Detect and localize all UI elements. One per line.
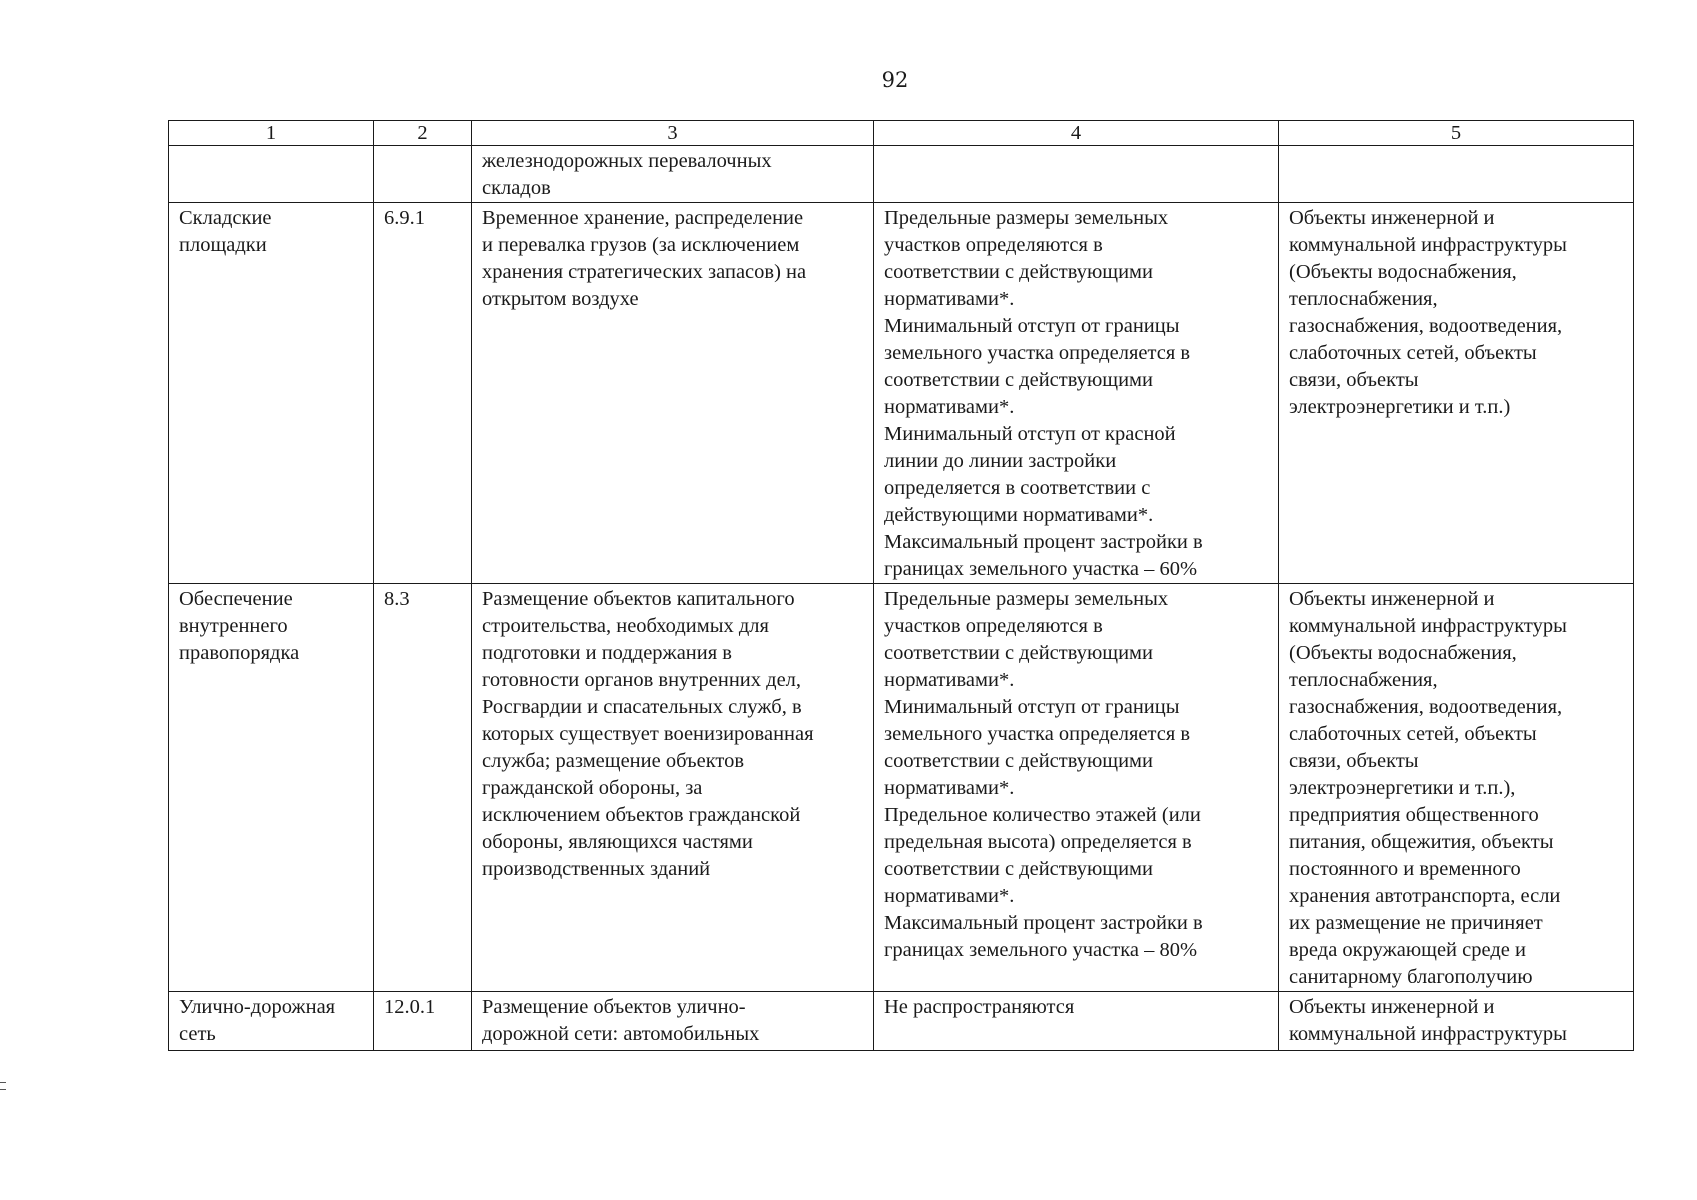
header-col-5: 5	[1279, 121, 1634, 146]
use-type-cell: Улично-дорожная сеть	[169, 992, 374, 1051]
header-col-1: 1	[169, 121, 374, 146]
header-col-4: 4	[874, 121, 1279, 146]
auxiliary-uses-cell: Объекты инженерной и коммунальной инфраструктуры	[1279, 992, 1634, 1051]
table-row	[169, 992, 1634, 1051]
code-cell: 12.0.1	[374, 992, 472, 1051]
parameters-cell	[874, 146, 1279, 203]
table-row	[169, 203, 1634, 584]
description-cell: Размещение объектов капитального строительства, необходимых для подготовки и поддержания в готовности органов внутренних дел, Росгвардии и спасательных служб, в которых существует военизированная служба; размещение объектов гражданской обороны, за исключением объектов гражданской обороны, являющихся частями производственных зданий	[472, 584, 874, 992]
use-type-cell	[169, 146, 374, 203]
use-type-cell: Обеспечение внутреннего правопорядка	[169, 584, 374, 992]
auxiliary-uses-cell: Объекты инженерной и коммунальной инфраструктуры (Объекты водоснабжения, теплоснабжения, газоснабжения, водоотведения, слаботочных сетей, объекты связи, объекты электроэнергетики и т.п.)	[1279, 203, 1634, 584]
header-row	[169, 121, 1634, 146]
code-cell	[374, 146, 472, 203]
auxiliary-uses-cell	[1279, 146, 1634, 203]
use-type-cell: Складские площадки	[169, 203, 374, 584]
page-number: 92	[881, 68, 909, 92]
header-col-2: 2	[374, 121, 472, 146]
zoning-table	[168, 120, 1634, 1051]
code-cell: 8.3	[374, 584, 472, 992]
table-row	[169, 584, 1634, 992]
parameters-cell: Предельные размеры земельных участков определяются в соответствии с действующими нормативами*. Минимальный отступ от границы земельного участка определяется в соответствии с действующими нормативами*. Минимальный отступ от красной линии до линии застройки определяется в соответствии с действующими нормативами*. Максимальный процент застройки в границах земельного участка – 60%	[874, 203, 1279, 584]
header-col-3: 3	[472, 121, 874, 146]
description-cell: железнодорожных перевалочных складов	[472, 146, 874, 203]
code-cell: 6.9.1	[374, 203, 472, 584]
parameters-cell: Не распространяются	[874, 992, 1279, 1051]
scan-edge-mark	[0, 1082, 6, 1090]
parameters-cell: Предельные размеры земельных участков определяются в соответствии с действующими нормативами*. Минимальный отступ от границы земельного участка определяется в соответствии с действующими нормативами*. Предельное количество этажей (или предельная высота) определяется в соответствии с действующими нормативами*. Максимальный процент застройки в границах земельного участка – 80%	[874, 584, 1279, 992]
description-cell: Временное хранение, распределение и перевалка грузов (за исключением хранения стратегических запасов) на открытом воздухе	[472, 203, 874, 584]
table-row	[169, 146, 1634, 203]
auxiliary-uses-cell: Объекты инженерной и коммунальной инфраструктуры (Объекты водоснабжения, теплоснабжения, газоснабжения, водоотведения, слаботочных сетей, объекты связи, объекты электроэнергетики и т.п.), предприятия общественного питания, общежития, объекты постоянного и временного хранения автотранспорта, если их размещение не причиняет вреда окружающей среде и санитарному благополучию	[1279, 584, 1634, 992]
description-cell: Размещение объектов улично- дорожной сети: автомобильных	[472, 992, 874, 1051]
